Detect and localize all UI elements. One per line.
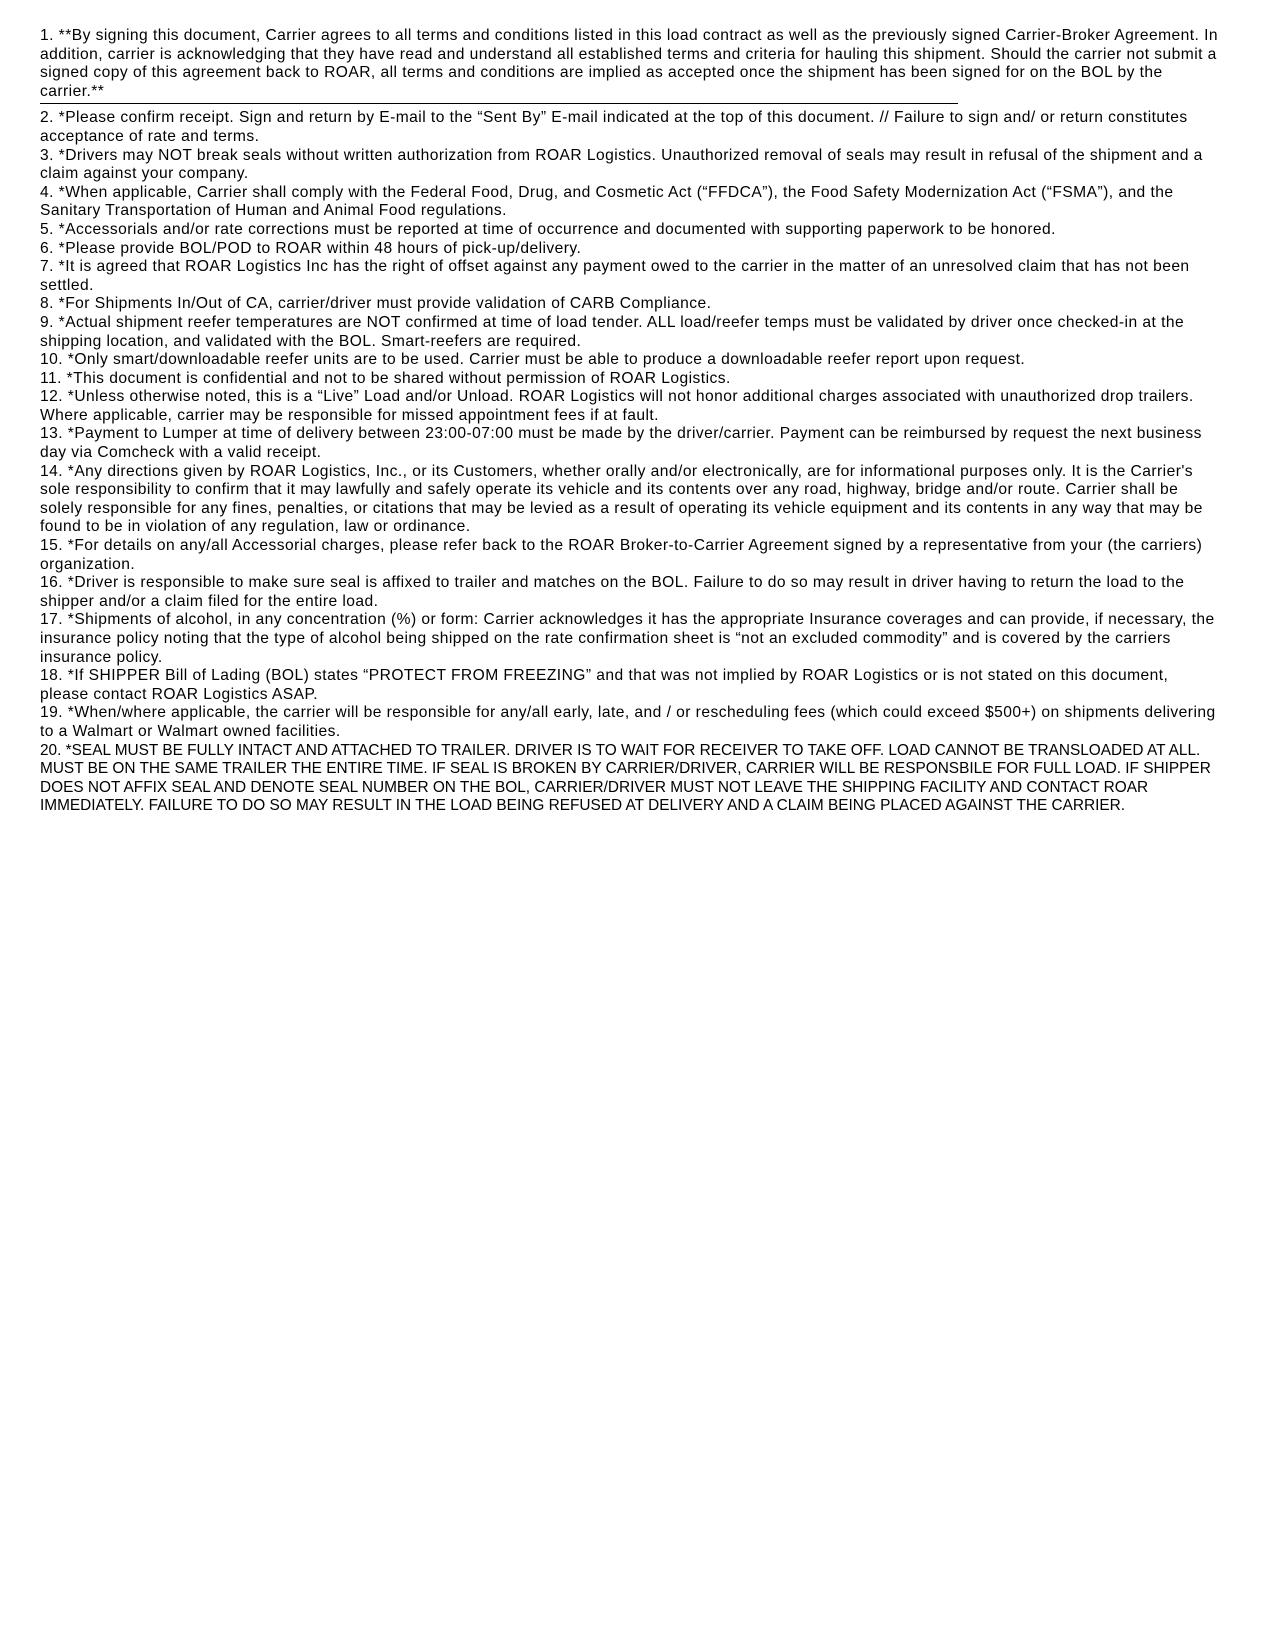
term-12-live-load: 12. *Unless otherwise noted, this is a “Live” Load and/or Unload. ROAR Logistics will not honor additional charges associated with unauthorized drop trailers. Where applicable, carrier may be responsible for missed appointment fees if at fault. <box>40 388 1194 424</box>
terms-document <box>40 27 1220 816</box>
term-13-lumper: 13. *Payment to Lumper at time of delivery between 23:00-07:00 must be made by the driver/carrier. Payment can be reimbursed by request the next business day via Comcheck with a valid receipt. <box>40 425 1202 462</box>
term-11-confidential: 11. *This document is confidential and not to be shared without permission of ROAR Logistics. <box>40 369 731 387</box>
term-1-acceptance: 1. **By signing this document, Carrier agrees to all terms and conditions listed in this load contract as well as the previously signed Carrier-Broker Agreement. In addition, carrier is acknowledging that they have read and understand all established terms and criteria for hauling this shipment. Should the carrier not submit a signed copy of this agreement back to ROAR, all terms and conditions are implied as accepted once the shipment has been signed for on the BOL by the carrier.** <box>40 27 1219 100</box>
term-7-offset: 7. *It is agreed that ROAR Logistics Inc has the right of offset against any payment owed to the carrier in the matter of an unresolved claim that has not been settled. <box>40 258 1190 294</box>
term-20-seal-intact: 20. *SEAL MUST BE FULLY INTACT AND ATTACHED TO TRAILER. DRIVER IS TO WAIT FOR RECEIVER TO TAKE OFF. LOAD CANNOT BE TRANSLOADED AT ALL. MUST BE ON THE SAME TRAILER THE ENTIRE TIME. IF SEAL IS BROKEN BY CARRIER/DRIVER, CARRIER WILL BE RESPONSBILE FOR FULL LOAD. IF SHIPPER DOES NOT AFFIX SEAL AND DENOTE SEAL NUMBER ON THE BOL, CARRIER/DRIVER MUST NOT LEAVE THE SHIPPING FACILITY AND CONTACT ROAR IMMEDIATELY. FAILURE TO DO SO MAY RESULT IN THE LOAD BEING REFUSED AT DELIVERY AND A CLAIM BEING PLACED AGAINST THE CARRIER. <box>40 741 1211 815</box>
term-14-directions: 14. *Any directions given by ROAR Logistics, Inc., or its Customers, whether orally and/or electronically, are for informational purposes only. It is the Carrier's sole responsibility to confirm that it may lawfully and safely operate its vehicle and its contents over any road, highway, bridge and/or route. Carrier shall be solely responsible for any fines, penalties, or citations that may be levied as a result of operating its vehicle equipment and its contents in any way that may be found to be in violation of any regulation, law or ordinance. <box>40 462 1203 536</box>
term-15-accessorial-details: 15. *For details on any/all Accessorial charges, please refer back to the ROAR Broker-to-Carrier Agreement signed by a representative from your (the carriers) organization. <box>40 537 1203 573</box>
term-19-walmart-fees: 19. *When/where applicable, the carrier will be responsible for any/all early, late, and / or rescheduling fees (which could exceed $500+) on shipments delivering to a Walmart or Walmart owned facilities. <box>40 704 1216 740</box>
term-18-freezing: 18. *If SHIPPER Bill of Lading (BOL) states “PROTECT FROM FREEZING” and that was not implied by ROAR Logistics or is not stated on this document, please contact ROAR Logistics ASAP. <box>40 667 1169 703</box>
term-16-seal-affixed: 16. *Driver is responsible to make sure seal is affixed to trailer and matches on the BOL. Failure to do so may result in driver having to return the load to the shipper and/or a claim filed for the entire load. <box>40 574 1185 610</box>
term-10-smart-reefer: 10. *Only smart/downloadable reefer units are to be used. Carrier must be able to produce a downloadable reefer report upon request. <box>40 351 1026 369</box>
term-6-bol-pod: 6. *Please provide BOL/POD to ROAR within 48 hours of pick-up/delivery. <box>40 239 582 257</box>
term-5-accessorials: 5. *Accessorials and/or rate corrections must be reported at time of occurrence and documented with supporting paperwork to be honored. <box>40 220 1056 238</box>
term-3-seals: 3. *Drivers may NOT break seals without written authorization from ROAR Logistics. Unauthorized removal of seals may result in refusal of the shipment and a claim against your company. <box>40 146 1203 183</box>
term-17-alcohol: 17. *Shipments of alcohol, in any concentration (%) or form: Carrier acknowledges it has the appropriate Insurance coverages and can provide, if necessary, the insurance policy noting that the type of alcohol being shipped on the rate confirmation sheet is “not an excluded commodity” and is covered by the carriers insurance policy. <box>40 611 1215 666</box>
signature-divider <box>40 103 958 104</box>
term-9-reefer-temps: 9. *Actual shipment reefer temperatures are NOT confirmed at time of load tender. ALL load/reefer temps must be validated by driver once checked-in at the shipping location, and validated with the BOL. Smart-reefers are required. <box>40 313 1185 350</box>
term-8-carb: 8. *For Shipments In/Out of CA, carrier/driver must provide validation of CARB Compliance. <box>40 295 712 313</box>
term-2-confirm-receipt: 2. *Please confirm receipt. Sign and return by E-mail to the “Sent By” E-mail indicated at the top of this document. // Failure to sign and/ or return constitutes acceptance of rate and terms. <box>40 109 1188 145</box>
term-4-food-safety: 4. *When applicable, Carrier shall comply with the Federal Food, Drug, and Cosmetic Act (“FFDCA”), the Food Safety Modernization Act (“FSMA”), and the Sanitary Transportation of Human and Animal Food regulations. <box>40 183 1174 220</box>
